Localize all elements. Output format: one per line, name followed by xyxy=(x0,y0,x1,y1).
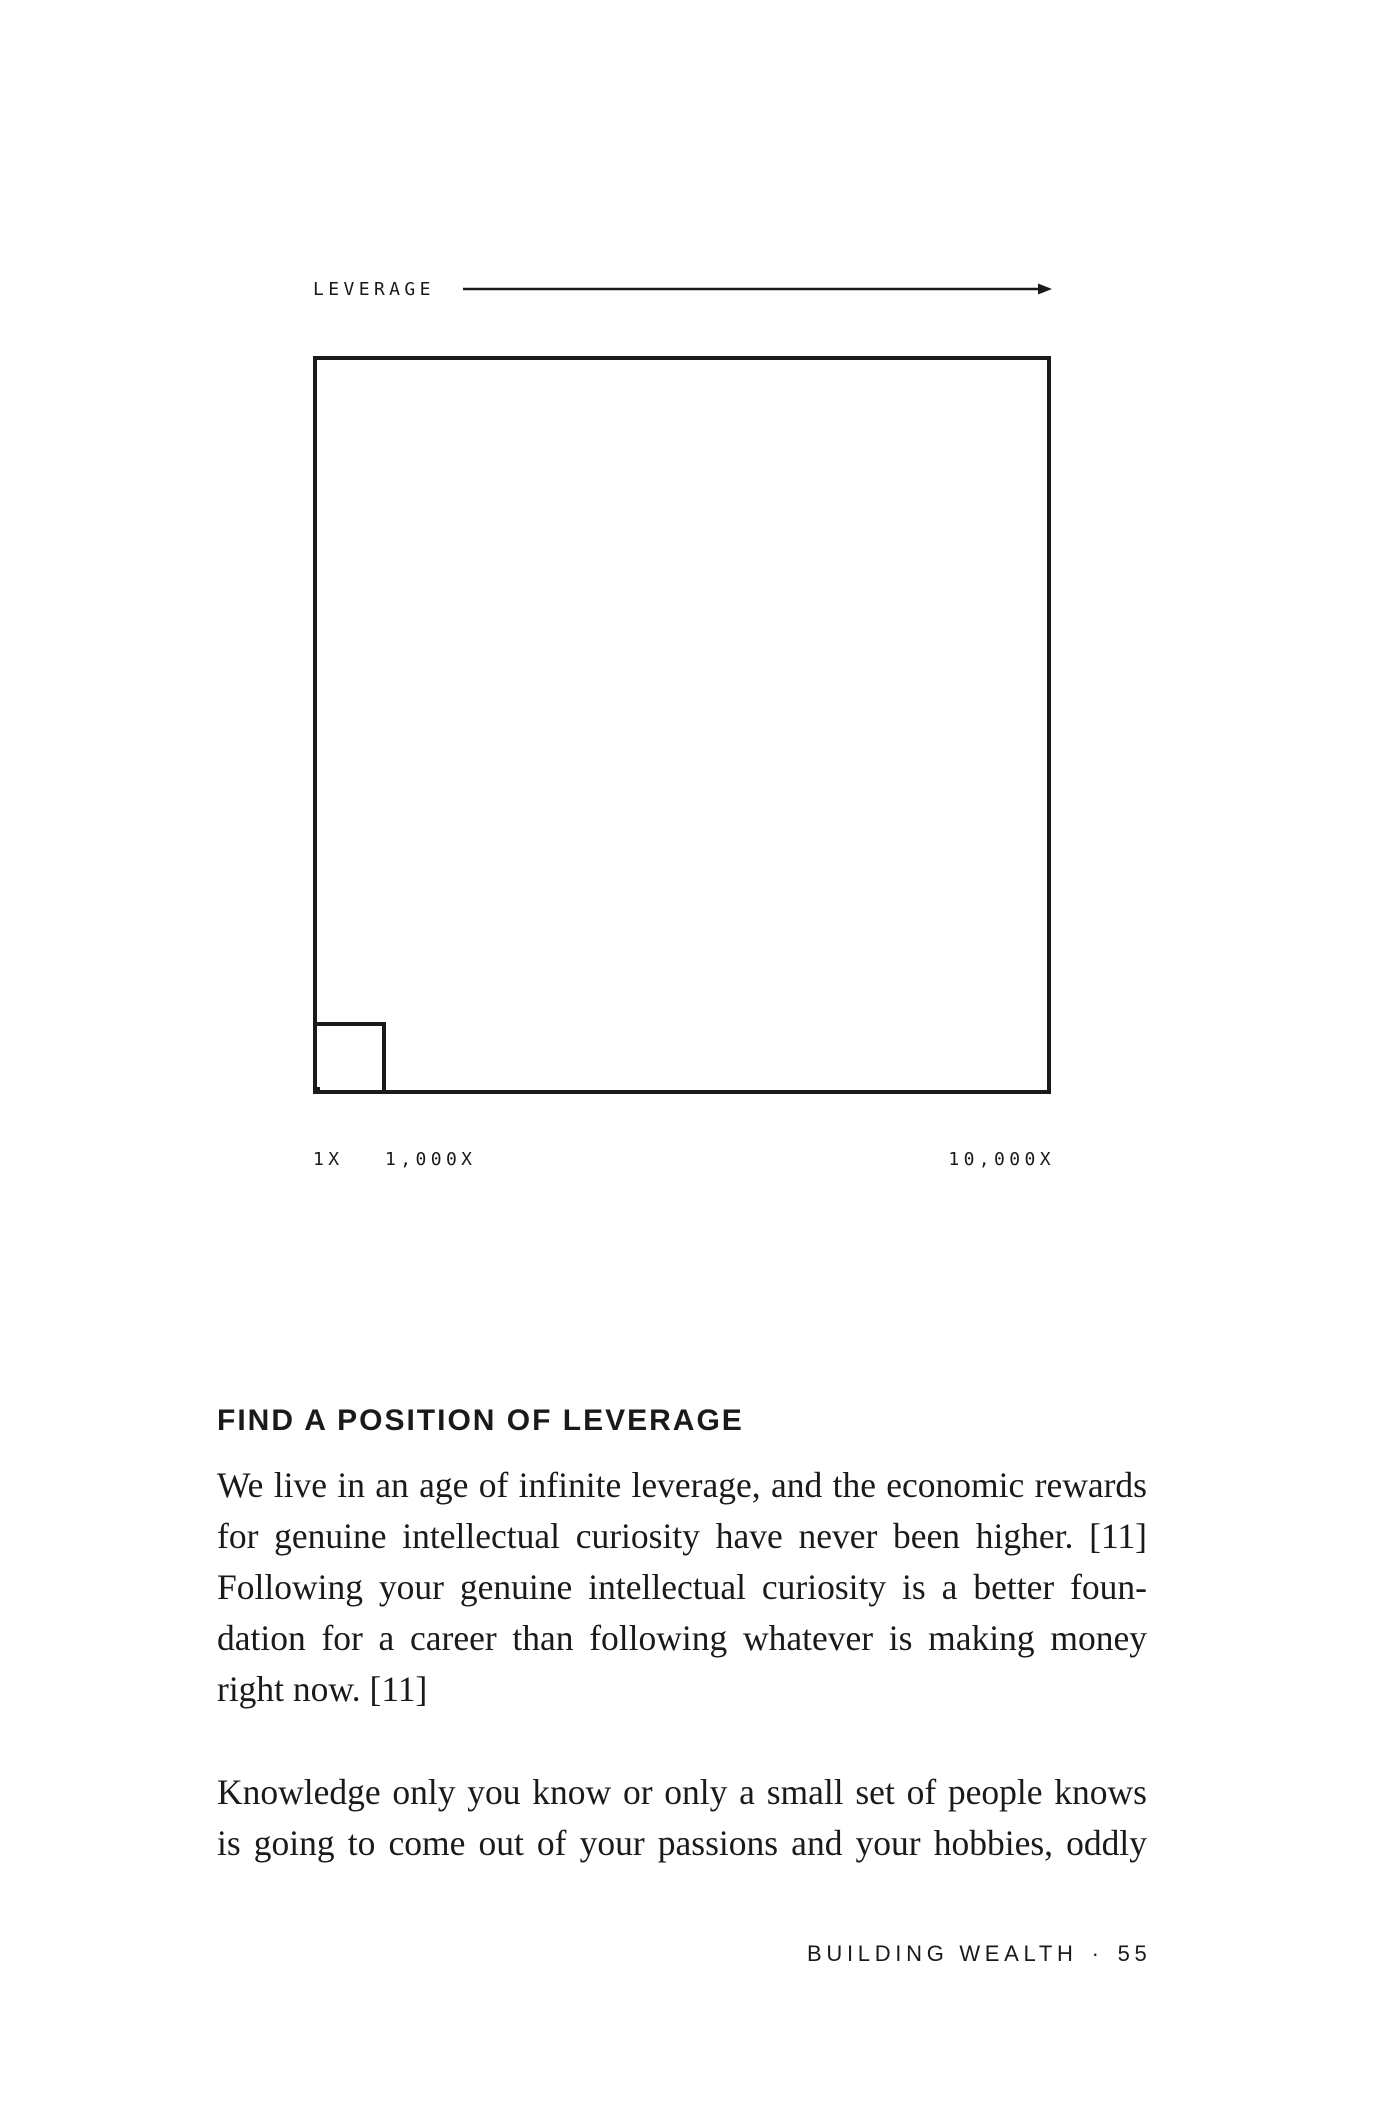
text-line: Following your genuine intellectual curiosity is a better foun- xyxy=(217,1567,1147,1607)
axis-label: LEVERAGE xyxy=(313,279,435,300)
page-footer xyxy=(807,1941,1151,1967)
square-10000x xyxy=(313,356,1051,1094)
footer-separator: · xyxy=(1091,1941,1104,1966)
section-heading: FIND A POSITION OF LEVERAGE xyxy=(217,1404,744,1437)
text-line: is going to come out of your passions and your hobbies, oddly xyxy=(217,1823,1147,1863)
text-line: dation for a career than following whatever is making money xyxy=(217,1618,1147,1658)
text-line: We live in an age of infinite leverage, and the economic rewards xyxy=(217,1465,1147,1505)
square-1x xyxy=(313,1087,320,1094)
text-line: Knowledge only you know or only a small set of people knows xyxy=(217,1772,1147,1812)
text-line: for genuine intellectual curiosity have never been higher. [11] xyxy=(217,1516,1147,1556)
paragraph-1 xyxy=(217,1460,1147,1715)
text-line: right now. [11] xyxy=(217,1669,428,1709)
scale-label-10000x: 10,000X xyxy=(948,1149,1055,1170)
leverage-arrow-icon xyxy=(460,281,1055,297)
scale-label-1x: 1X xyxy=(313,1149,344,1170)
page-number: 55 xyxy=(1117,1941,1152,1966)
running-head: BUILDING WEALTH xyxy=(807,1941,1078,1966)
paragraph-2 xyxy=(217,1767,1147,1869)
square-1000x xyxy=(313,1022,386,1094)
scale-label-1000x: 1,000X xyxy=(385,1149,477,1170)
